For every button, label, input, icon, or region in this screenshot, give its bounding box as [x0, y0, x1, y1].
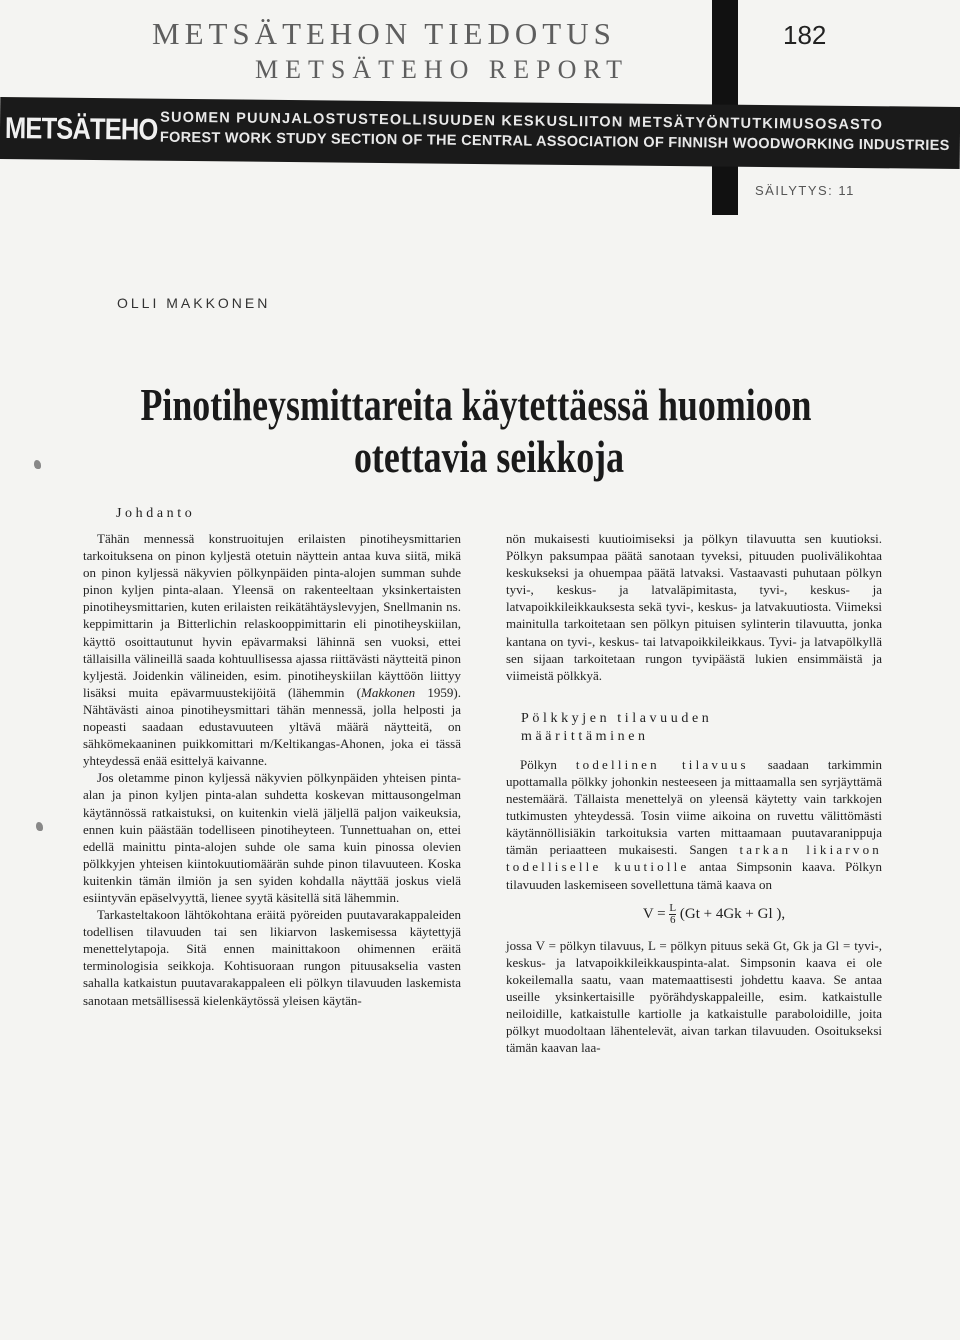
series-title: METSÄTEHON TIEDOTUS	[152, 16, 616, 51]
fraction-denominator: 6	[670, 913, 676, 926]
paragraph: Tarkasteltakoon lähtökohtana eräitä pyöreiden puutavarakappaleiden todellisen tilavuuden tai sen likiarvon laskemisessa käytettyjä menettelytapoja. Sitä ennen mainittakoon ohimennen eräitä terminologisia seikkoja. Kohtisuoraan rungon pituusakselia vasten sahalla katkaistun puutavarakappaleen eli pölkyn tilavuuden laskemista sanotaan metsällisessä kielenkäytössä yleisen käytän-	[83, 907, 461, 1008]
section-heading-tilavuus	[506, 710, 882, 746]
issue-number: 182	[783, 20, 827, 50]
formula-rhs: (Gt + 4Gk + Gl ),	[679, 905, 786, 922]
paragraph-text: antaa Simpsonin kaava. Pölkyn tilavuuden laskemiseen sovellettuna tämä kaava on	[506, 859, 882, 892]
series-title-en: METSÄTEHO REPORT	[255, 55, 630, 84]
formula-fraction	[669, 903, 676, 926]
fraction-numerator: L	[669, 901, 677, 914]
storage-label: SÄILYTYS: 11	[755, 183, 855, 198]
spaced-term: todellinen tilavuus	[575, 756, 749, 772]
paragraph: jossa V = pölkyn tilavuus, L = pölkyn pituus sekä Gt, Gk ja Gl = tyvi-, keskus- ja latvapoikkileikkauspinta-alat. Simpsonin kaava ei ole kokeilemalla saatu, vaan matemaattisesti johdettu kaava. Se antaa useille yksinkertaisille pyörähdyskappaleille, esim. katkaistulle neiloidille, katkaistulle kartiolle ja katkaistulle paraboloidille, joita pölkyt muodoltaan lähentelevät, aivan tarkan tilavuuden. Osoitukseksi tämän kaavan laa-	[506, 937, 882, 1056]
article-title-line1: Pinotiheysmittareita käytettäessä huomioon	[140, 379, 812, 430]
left-column	[83, 530, 461, 1009]
article-title-line2: otettavia seikkoja	[353, 431, 625, 482]
punch-hole-mark	[34, 460, 41, 469]
paragraph: Tähän mennessä konstruoitujen erilaisten pinotiheysmittarien tarkoituksena on pinon kyljestä otetuin näyttein antaa kuva siitä, mikä on pinon kyljessä näkyvien pölkynpäiden pinta-alojen summan suhde pinon kyljen pinta-alaan. Yleensä on rakenteeltaan yksinkertaisten pinotiheysmittarien, kuten erilaisten reikätähtäyslevyjen, Snellmanin ns. keppimittarin ja Bitterlichin relaskooppimittarin eli pinotiheyskiilan, käyttö osoittautunut hyvin epävarmaksi lähinnä sen vuoksi, ettei tällaisilla välineillä saada kohtuullisessa ajassa riittävästi näytteitä pinon kyljestä. Joidenkin välineiden, esim. pinotiheyskiilan käyttöön liittyy lisäksi muita epävarmuustekijöitä (lähemmin (Makkonen 1959). Nähtävästi ainoa pinotiheysmittari tähän mennessä, jolla helposti ja nopeasti saadaan edustavuuteen yltävä määrä näytteitä, on sähkömekaaninen puikkomittari m/Keltikangas-Ahonen, joka ei tässä yhteydessä enää esittelyä kaivanne.	[83, 531, 461, 769]
punch-hole-mark	[36, 822, 43, 831]
citation: Makkonen	[360, 684, 416, 700]
paragraph	[506, 756, 882, 893]
formula-lhs: V =	[642, 905, 666, 922]
paragraph-text: Tähän mennessä konstruoitujen erilaisten pinotiheysmittarien tarkoituksena on pinon kyljestä otetuin näyttein antaa kuva siitä, mikä on pinon kyljessä näkyvien pölkynpäiden pinta-alojen summan suhde pinon kyljen pinta-alaan. Yleensä on rakenteeltaan yksinkertaisten pinotiheysmittarien, kuten erilaisten reikätähtäyslevyjen, Snellmanin ns. keppimittarin ja Bitterlichin relaskooppimittarin eli pinotiheyskiilan, käyttö osoittautunut hyvin epävarmaksi lähinnä sen vuoksi, ettei tällaisilla välineillä saada kohtuullisessa ajassa riittävästi näytteitä pinon kyljestä. Joidenkin välineiden, esim. pinotiheyskiilan käyttöön liittyy lisäksi muita epävarmuustekijöitä (lähemmin	[83, 531, 461, 700]
org-name-en: FOREST WORK STUDY SECTION OF THE CENTRAL ASSOCIATION OF FINNISH WOODWORKING INDUSTRIES	[159, 129, 950, 154]
section-heading-line: määrittäminen	[521, 728, 649, 744]
publisher-band	[0, 97, 960, 169]
right-column	[506, 530, 882, 1056]
simpson-formula	[546, 899, 882, 929]
section-heading-line: Pölkkyjen tilavuuden	[521, 710, 713, 726]
paragraph-text: saadaan tarkimmin upottamalla pölkky johonkin nesteeseen ja mittaamalla sen syrjäyttämä nestemäärä. Tällaista menettelyä on yleensä käytetty vain tarkkojen tutkimusten yhteydessä. Tosin viime aikoina on ruvettu välittömästi käytännöllisiäkin tarkoituksia varten mittaamaan puutavaranippuja tämän periaatteen mukaisesti. Sangen	[506, 756, 883, 858]
spaced-term: tarkan likiarvon todelliselle kuutiolle	[506, 842, 883, 875]
paragraph-text: Pölkyn	[520, 756, 557, 772]
metsateho-logo: METSÄTEHO	[4, 112, 158, 147]
section-heading-johdanto: Johdanto	[116, 506, 196, 521]
paragraph: nön mukaisesti kuutioimiseksi ja pölkyn tilavuutta sen kuutioksi. Pölkyn paksumpaa päätä sanotaan tyveksi, pituuden puolivälikohtaa keskukseksi ja ohuempaa päätä latvaksi. Vastaavasti puhutaan pölkyn tyvi-, keskus- ja latvaläpimitasta, tyvi-, keskus- ja latvapoikkileikkauksesta sekä tyvi-, keskus- ja latvakuutiosta. Viimeksi mainitulla tarkoitetaan sen pölkyn pituisen sylinterin tilavuutta, jonka kantana on tyvi-, keskus- tai latvapoikkileikkaus. Tyvi- ja latvapölkyllä sen sijaan tarkoitetaan rungon tyvipäästä lukien ensimmäistä ja viimeistä pölkkyä.	[506, 531, 882, 683]
paragraph-text: 1959). Nähtävästi ainoa pinotiheysmittari tähän mennessä, jolla helposti ja nopeasti saadaan edustavuuteen yltävä määrä näytteitä, on sähkömekaaninen puikkomittari m/Keltikangas-Ahonen, joka ei tässä yhteydessä enää esittelyä kaivanne.	[83, 684, 461, 769]
author-name: OLLI MAKKONEN	[117, 295, 271, 311]
org-name-fi: SUOMEN PUUNJALOSTUSTEOLLISUUDEN KESKUSLIITON METSÄTYÖNTUTKIMUSOSASTO	[160, 109, 884, 134]
paragraph: Jos oletamme pinon kyljessä näkyvien pölkynpäiden yhteisen pinta-alan ja pinon kyljen pinta-alan suhdetta koskevan mittausongelman käytännössä ratkaistuksi, on kuitenkin vielä jäljellä paljon vaikeuksia, ennen kuin päästään todelliseen pinotiheyteen. Tunnettuahan on, ettei edellä mainittu pinta-alojen suhde ole sama kuin pinossa olevien pölkkyjen yhteisen kiintokuutiomäärän suhde pinon tilavuuteen. Koska kuitenkin tämän ilmiön ja sen syiden kohdalla näyttää joskus vielä esiintyvän epäselvyyttä, lienee syytä käsitellä sitä lähemmin.	[83, 770, 461, 905]
